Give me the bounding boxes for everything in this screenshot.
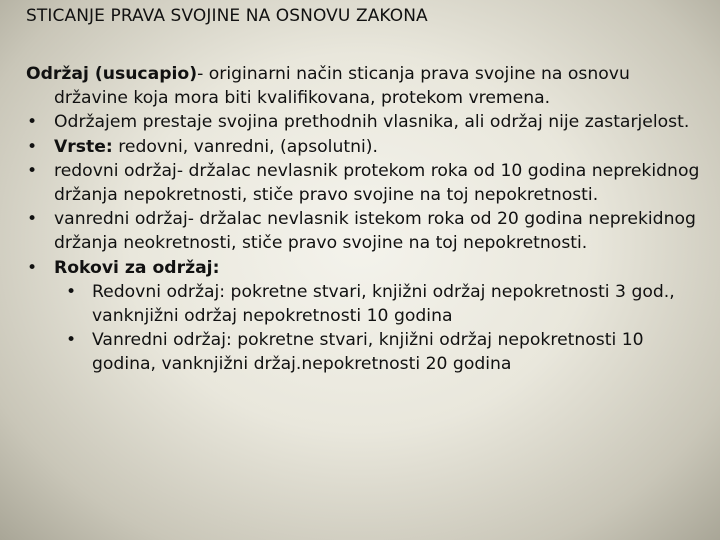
slide-title: STICANJE PRAVA SVOJINE NA OSNOVU ZAKONA xyxy=(26,6,428,26)
intro-paragraph xyxy=(26,62,706,110)
sub-bullet-text: Redovni održaj: pokretne stvari, knjižni održaj nepokretnosti 3 god., vanknjižni održaj nepokretnosti 10 godina xyxy=(92,281,675,327)
sub-bullet-item xyxy=(26,328,706,376)
bullet-text: Održajem prestaje svojina prethodnih vlasnika, ali održaj nije zastarjelost. xyxy=(54,112,690,133)
bullet-dot: • xyxy=(27,136,38,157)
bullet-text: vanredni održaj- držalac nevlasnik istekom roka od 20 godina neprekidnog držanja neokretnosti, stiče pravo svojine na toj nepokretnosti. xyxy=(54,209,696,254)
bullet-dot: • xyxy=(27,160,38,181)
slide-content xyxy=(26,62,706,377)
bullet-dot: • xyxy=(27,112,38,133)
intro-text: - originarni način sticanja prava svojine na osnovu državine koja mora biti kvalifikovana, protekom vremena. xyxy=(54,64,630,109)
bullet-item xyxy=(26,159,706,207)
bullet-dot: • xyxy=(27,209,38,230)
bullet-item xyxy=(26,207,706,255)
sub-bullet-dot: • xyxy=(66,330,77,351)
sub-bullet-text: Vanredni održaj: pokretne stvari, knjižni održaj nepokretnosti 10 godina, vanknjižni držaj.nepokretnosti 20 godina xyxy=(92,330,644,375)
bullet-item xyxy=(26,110,706,134)
bullet-label: Vrste: xyxy=(54,136,113,157)
bullet-text: redovni, vanredni, (apsolutni). xyxy=(112,136,378,157)
bullet-item xyxy=(26,256,706,280)
bullet-label: Rokovi za održaj: xyxy=(54,257,220,278)
bullet-item xyxy=(26,135,706,159)
sub-bullet-dot: • xyxy=(66,281,77,302)
bullet-text: redovni održaj- držalac nevlasnik protekom roka od 10 godina neprekidnog držanja nepokretnosti, stiče pravo svojine na toj nepokretnosti. xyxy=(54,160,700,206)
intro-term: Održaj (usucapio) xyxy=(26,64,198,84)
sub-bullet-item xyxy=(26,280,706,328)
bullet-dot: • xyxy=(27,257,38,278)
